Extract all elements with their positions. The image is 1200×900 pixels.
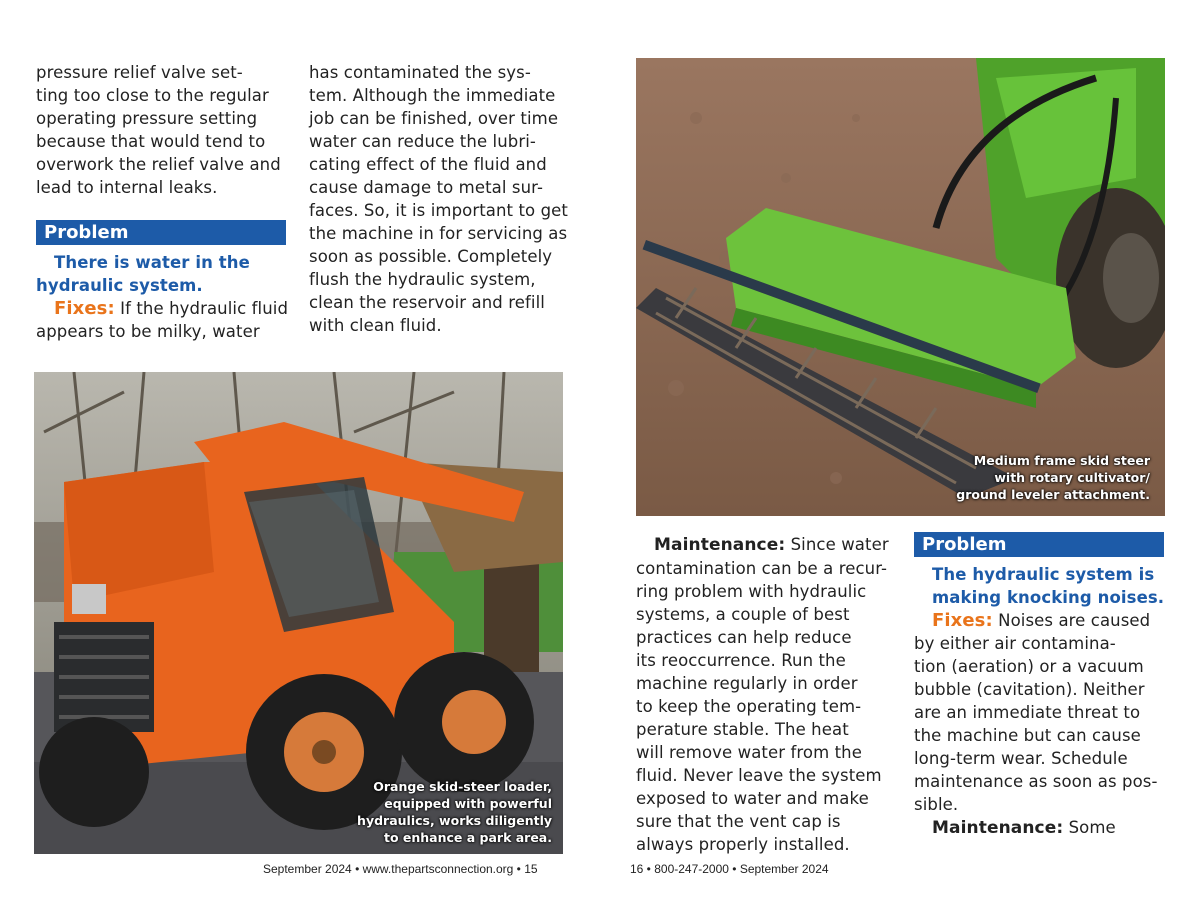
text-line: exposed to water and make (636, 789, 869, 808)
green-cultivator-photo (636, 58, 1165, 516)
problem-2-title-line: The hydraulic system is (932, 565, 1155, 584)
maintenance-text: Some (1063, 818, 1116, 837)
text-line: fluid. Never leave the system (636, 766, 882, 785)
problem-band-1: Problem (36, 220, 286, 245)
fixes-label: Fixes: (932, 610, 993, 631)
text-line: sible. (914, 795, 959, 814)
text-line: operating pressure setting (36, 109, 258, 128)
text-line: pressure relief valve set- (36, 63, 243, 82)
problem-1-title-line: There is water in the (54, 253, 250, 272)
text-line: with clean fluid. (309, 316, 442, 335)
caption-line: ground leveler attachment. (956, 487, 1150, 502)
caption-line: to enhance a park area. (383, 830, 552, 845)
right-photo-caption (940, 452, 1150, 503)
caption-line: with rotary cultivator/ (994, 470, 1150, 485)
text-line: has contaminated the sys- (309, 63, 531, 82)
problem-2-body (914, 563, 1174, 840)
text-line: the machine in for servicing as (309, 224, 568, 243)
text-line: tion (aeration) or a vacuum (914, 657, 1144, 676)
text-line: because that would tend to (36, 132, 266, 151)
fixes-text: If the hydraulic fluid (114, 299, 289, 318)
text-line: ring problem with hydraulic (636, 582, 867, 601)
left-photo-caption (330, 778, 552, 846)
text-line: bubble (cavitation). Neither (914, 680, 1145, 699)
caption-line: equipped with powerful (384, 796, 552, 811)
text-line: always properly installed. (636, 835, 850, 854)
left-col-2 (309, 61, 579, 337)
problem-1-title-line: hydraulic system. (36, 276, 203, 295)
text-line: machine regularly in order (636, 674, 858, 693)
problem-band-2: Problem (914, 532, 1164, 557)
text-line: cause damage to metal sur- (309, 178, 544, 197)
text-line: flush the hydraulic system, (309, 270, 536, 289)
right-col-1 (636, 533, 906, 856)
text-line: ting too close to the regular (36, 86, 269, 105)
text-line: by either air contamina- (914, 634, 1116, 653)
maintenance-text: Since water (785, 535, 889, 554)
caption-line: hydraulics, works diligently (357, 813, 552, 828)
text-line: systems, a couple of best (636, 605, 850, 624)
text-line: job can be finished, over time (309, 109, 559, 128)
maintenance-label: Maintenance: (932, 818, 1064, 838)
text-line: maintenance as soon as pos- (914, 772, 1158, 791)
text-line: its reoccurrence. Run the (636, 651, 846, 670)
left-col-1 (36, 61, 296, 199)
fixes-label: Fixes: (54, 298, 115, 319)
left-folio: September 2024 • www.thepartsconnection.org • 15 (263, 862, 538, 876)
text-line: lead to internal leaks. (36, 178, 218, 197)
text-line: will remove water from the (636, 743, 862, 762)
text-line: practices can help reduce (636, 628, 852, 647)
text-line: long-term wear. Schedule (914, 749, 1128, 768)
fixes-line (36, 297, 296, 320)
text-line: are an immediate threat to (914, 703, 1141, 722)
text-line: sure that the vent cap is (636, 812, 841, 831)
right-folio: 16 • 800-247-2000 • September 2024 (630, 862, 829, 876)
fixes-text: Noises are caused (992, 611, 1151, 630)
text-line: overwork the relief valve and (36, 155, 281, 174)
maintenance-line (914, 816, 1174, 840)
caption-line: Orange skid-steer loader, (373, 779, 552, 794)
text-line: perature stable. The heat (636, 720, 849, 739)
problem-1-body (36, 251, 296, 343)
fixes-line (914, 609, 1174, 632)
text-line: appears to be milky, water (36, 322, 260, 341)
text-line: contamination can be a recur- (636, 559, 888, 578)
text-line: to keep the operating tem- (636, 697, 862, 716)
maintenance-label: Maintenance: (654, 535, 786, 555)
text-line: clean the reservoir and refill (309, 293, 545, 312)
caption-line: Medium frame skid steer (973, 453, 1150, 468)
text-line: cating effect of the fluid and (309, 155, 547, 174)
text-line: the machine but can cause (914, 726, 1141, 745)
text-line: tem. Although the immediate (309, 86, 556, 105)
problem-2-title-line: making knocking noises. (932, 588, 1165, 607)
text-line: faces. So, it is important to get (309, 201, 568, 220)
text-line: soon as possible. Completely (309, 247, 553, 266)
text-line: water can reduce the lubri- (309, 132, 536, 151)
maintenance-line (636, 533, 906, 557)
